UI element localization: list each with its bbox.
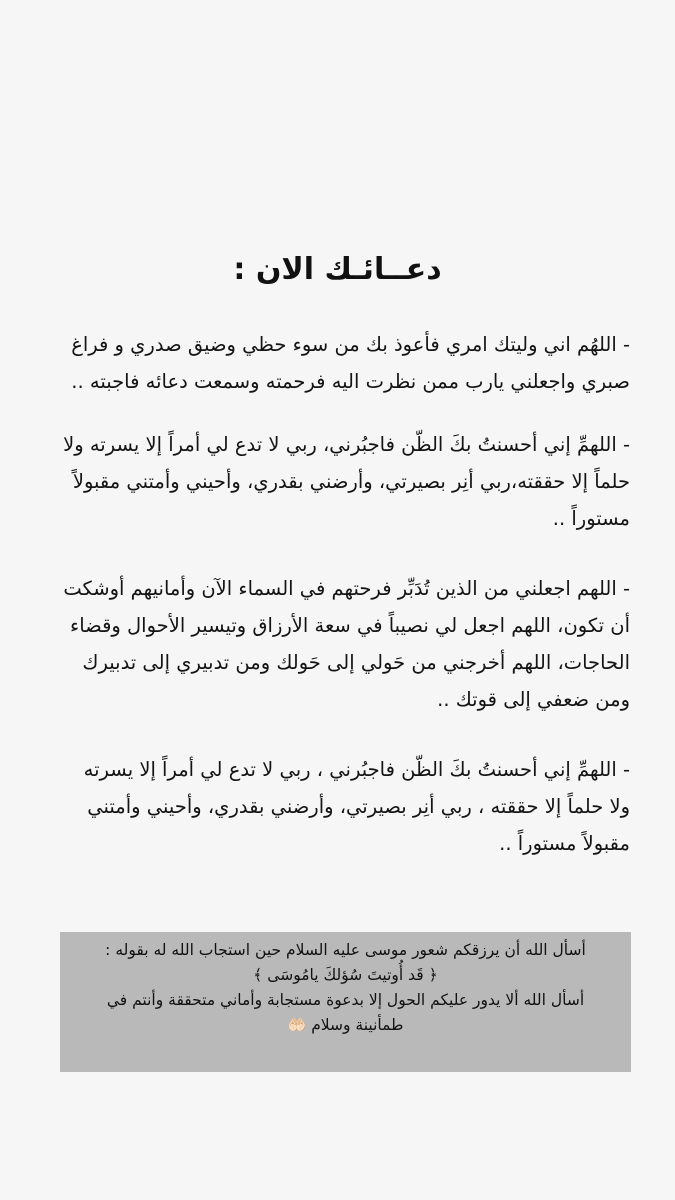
closing-line-text: طمأنينة وسلام: [311, 1016, 404, 1034]
dua-paragraph: - اللهُم اني وليتك امري فأعوذ بك من سوء حظي وضيق صدري و فراغ صبري واجعلني يارب ممن نظرت اليه فرحمته وسمعت دعائه فاجبته ..: [71, 333, 630, 393]
dua-paragraph: - اللهمِّ إني أحسنتُ بكَ الظّن فاجبُرني، ربي لا تدع لي أمراً إلا يسرته ولا حلماً إلا حققته،ربي أنِر بصيرتي، وأرضني بقدري، وأحيني وأمتني مقبولاً مستوراً ..: [63, 433, 630, 530]
praying-hands-icon: 🤲🏻: [287, 1016, 307, 1034]
dua-list: [62, 326, 630, 896]
closing-line: أسأل الله ألا يدور عليكم الحول إلا بدعوة مستجابة وأماني متحققة وأنتم في: [106, 991, 585, 1009]
dua-paragraph: - اللهم اجعلني من الذين تُدَبِّر فرحتهم في السماء الآن وأمانيهم أوشكت أن تكون، اللهم اجعل لي نصيباً في سعة الأرزاق وتيسير الأحوال وقضاء الحاجات، اللهم أخرجني من حَولي إلى حَولك ومن تدبيري إلى تدبيرك ومن ضعفي إلى قوتك ..: [63, 577, 630, 711]
dua-paragraph: - اللهمِّ إني أحسنتُ بكَ الظّن فاجبُرني ، ربي لا تدع لي أمراً إلا يسرته ولا حلماً إلا حققته ، ربي أنِر بصيرتي، وأرضني بقدري، وأحيني وأمتني مقبولاً مستوراً ..: [83, 758, 630, 855]
closing-line-end: [70, 1013, 621, 1038]
page-title: دعــائـك الان :: [233, 252, 442, 287]
closing-message-box: [60, 932, 631, 1072]
quran-verse: ﴿ قَد أُوتيتَ سُؤلكَ يامُوسَى ﴾: [253, 966, 438, 984]
closing-line: أسأل الله أن يرزقكم شعور موسى عليه السلام حين استجاب الله له بقوله :: [105, 941, 586, 959]
